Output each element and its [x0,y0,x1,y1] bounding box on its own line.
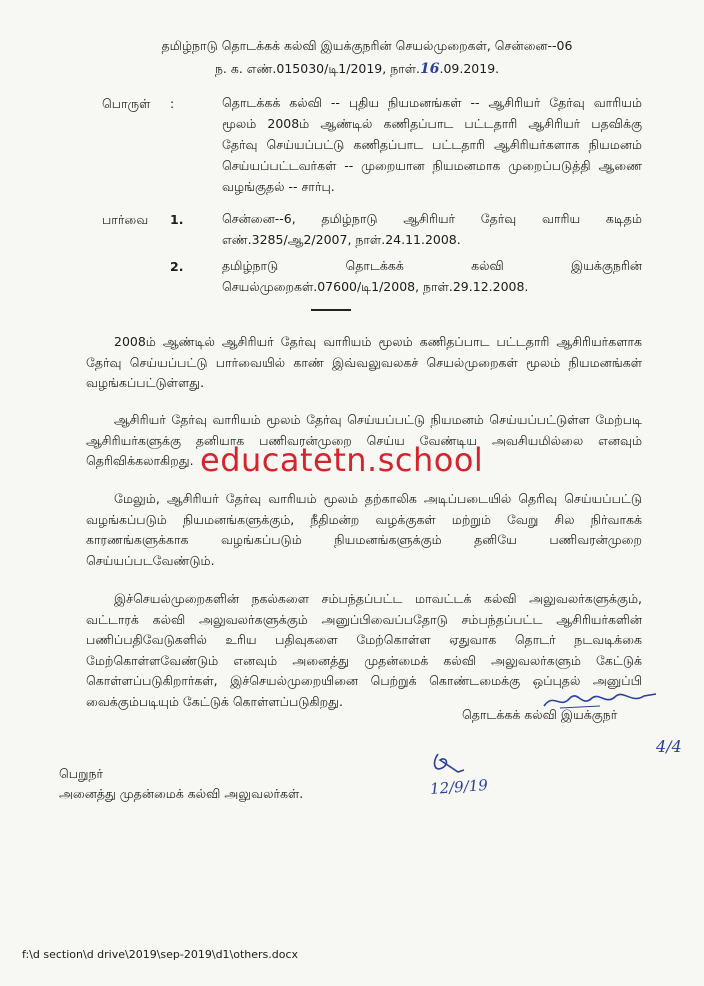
paragraph-line: ஆசிரியர்களுக்கு தனியாக பணிவரன்முறை செய்ய வேண்டிய அவசியமில்லை எனவும் [86,432,642,448]
handwritten-date: 12/9/19 [429,776,489,798]
handwritten-day: 16 [420,61,440,77]
separator-line [311,309,351,311]
reference-line: தமிழ்நாடு தொடக்கக் கல்வி இயக்குநரின் [222,258,642,273]
subject-label: பொருள் [102,96,151,111]
file-path: f:\d section\d drive\2019\sep-2019\d1\others.docx [22,948,299,961]
paragraph-line: வட்டாரக் கல்வி அலுவலர்களுக்கும் அனுப்பிவைப்பதோடு சம்பந்தப்பட்ட ஆசிரியர்களின் [86,611,642,627]
reference-number [0,61,704,78]
office-title: தமிழ்நாடு தொடக்கக் கல்வி இயக்குநரின் செயல்முறைகள், சென்னை--06 [161,38,573,53]
recipient-name: அனைத்து முதன்மைக் கல்வி அலுவலர்கள். [59,786,304,801]
reference-line: செயல்முறைகள்.07600/டி1/2008, நாள்.29.12.2008. [222,279,529,294]
ref-prefix: ந. க. எண்.015030/டி1/2019, நாள். [214,61,421,76]
reference-label: பார்வை [102,212,149,227]
paragraph-line: வழங்கப்பட்டுள்ளது. [86,375,205,390]
paragraph-line: மேற்கொள்ளவேண்டும் எனவும் அனைத்து முதன்மைக் கல்வி அலுவலர்களும் கேட்டுக் [86,652,642,668]
paragraph-line: கொள்ளப்படுகிறார்கள், இச்செயல்முறையினை பெற்றுக் கொண்டமைக்கு ஒப்புதல் அனுப்பி [86,673,642,688]
paragraph-line: இச்செயல்முறைகளின் நகல்களை சம்பந்தப்பட்ட மாவட்டக் கல்வி அலுவலர்களுக்கும், [114,591,642,606]
reference-line: சென்னை--6, தமிழ்நாடு ஆசிரியர் தேர்வு வாரிய கடிதம் [222,211,642,226]
reference-item-2 [222,255,642,297]
recipient-label: பெறுநர் [59,766,104,781]
paragraph-line: செய்யப்படவேண்டும். [86,552,215,568]
paragraph-line: மேலும், ஆசிரியர் தேர்வு வாரியம் மூலம் தற்காலிக அடிப்படையில் தெரிவு செய்யப்பட்டு [114,491,642,506]
subject-text [222,92,642,197]
subject-colon: : [170,96,175,111]
subject-line: தேர்வு செய்யப்பட்டு கணிதப்பாட பட்டதாரி ஆசிரியர்களாக நியமனம் [222,137,642,152]
paragraph-line: வைக்கும்படியும் கேட்டுக் கொள்ளப்படுகிறது. [86,693,343,709]
body-paragraph-3 [86,489,642,571]
paragraph-line: 2008ம் ஆண்டில் ஆசிரியர் தேர்வு வாரியம் மூலம் கணிதப்பாட பட்டதாரி ஆசிரியர்களாக [114,334,642,349]
paragraph-line: வழங்கப்படும் நியமனங்களுக்கும், நீதிமன்ற வழக்குகள் மற்றும் வேறு சில நிர்வாகக் [86,511,642,527]
subject-line: தொடக்கக் கல்வி -- புதிய நியமனங்கள் -- ஆசிரியர் தேர்வு வாரியம் [222,95,642,110]
body-paragraph-1 [86,332,642,394]
handwritten-page-count: 4/4 [656,737,682,756]
subject-line: வழங்குதல் -- சார்பு. [222,179,335,194]
paragraph-line: பணிப்பதிவேடுகளில் உரிய பதிவுகளை மேற்கொள்ள ஏதுவாக தொடர் நடவடிக்கை [86,632,642,647]
reference-number-1: 1. [170,212,184,227]
paragraph-line: காரணங்களுக்காக வழங்கப்படும் நியமனங்களுக்கும் தனியே பணிவரன்முறை [86,532,642,547]
paragraph-line: ஆசிரியர் தேர்வு வாரியம் மூலம் தேர்வு செய்யப்பட்டு நியமனம் செய்யப்பட்டுள்ள மேற்படி [114,412,642,427]
subject-line: மூலம் 2008ம் ஆண்டில் கணிதப்பாட பட்டதாரி ஆசிரியர் பதவிக்கு [222,116,642,131]
ref-suffix: .09.2019. [439,61,500,76]
watermark-text: educatetn.school [200,441,484,479]
subject-line: செய்யப்பட்டவர்கள் -- முறையான நியமனமாக முறைப்படுத்தி ஆணை [222,158,642,173]
paragraph-line: தெரிவிக்கலாகிறது. [86,453,194,468]
reference-number-2: 2. [170,259,184,274]
reference-item-1 [222,208,642,250]
signatory-designation: தொடக்கக் கல்வி இயக்குநர் [462,707,618,722]
paragraph-line: தேர்வு செய்யப்பட்டு பார்வையில் காண் இவ்வலுவலகச் செயல்முறைகள் மூலம் நியமனங்கள் [86,354,642,370]
initials-scribble [428,750,468,780]
reference-line: எண்.3285/ஆ2/2007, நாள்.24.11.2008. [222,232,461,247]
